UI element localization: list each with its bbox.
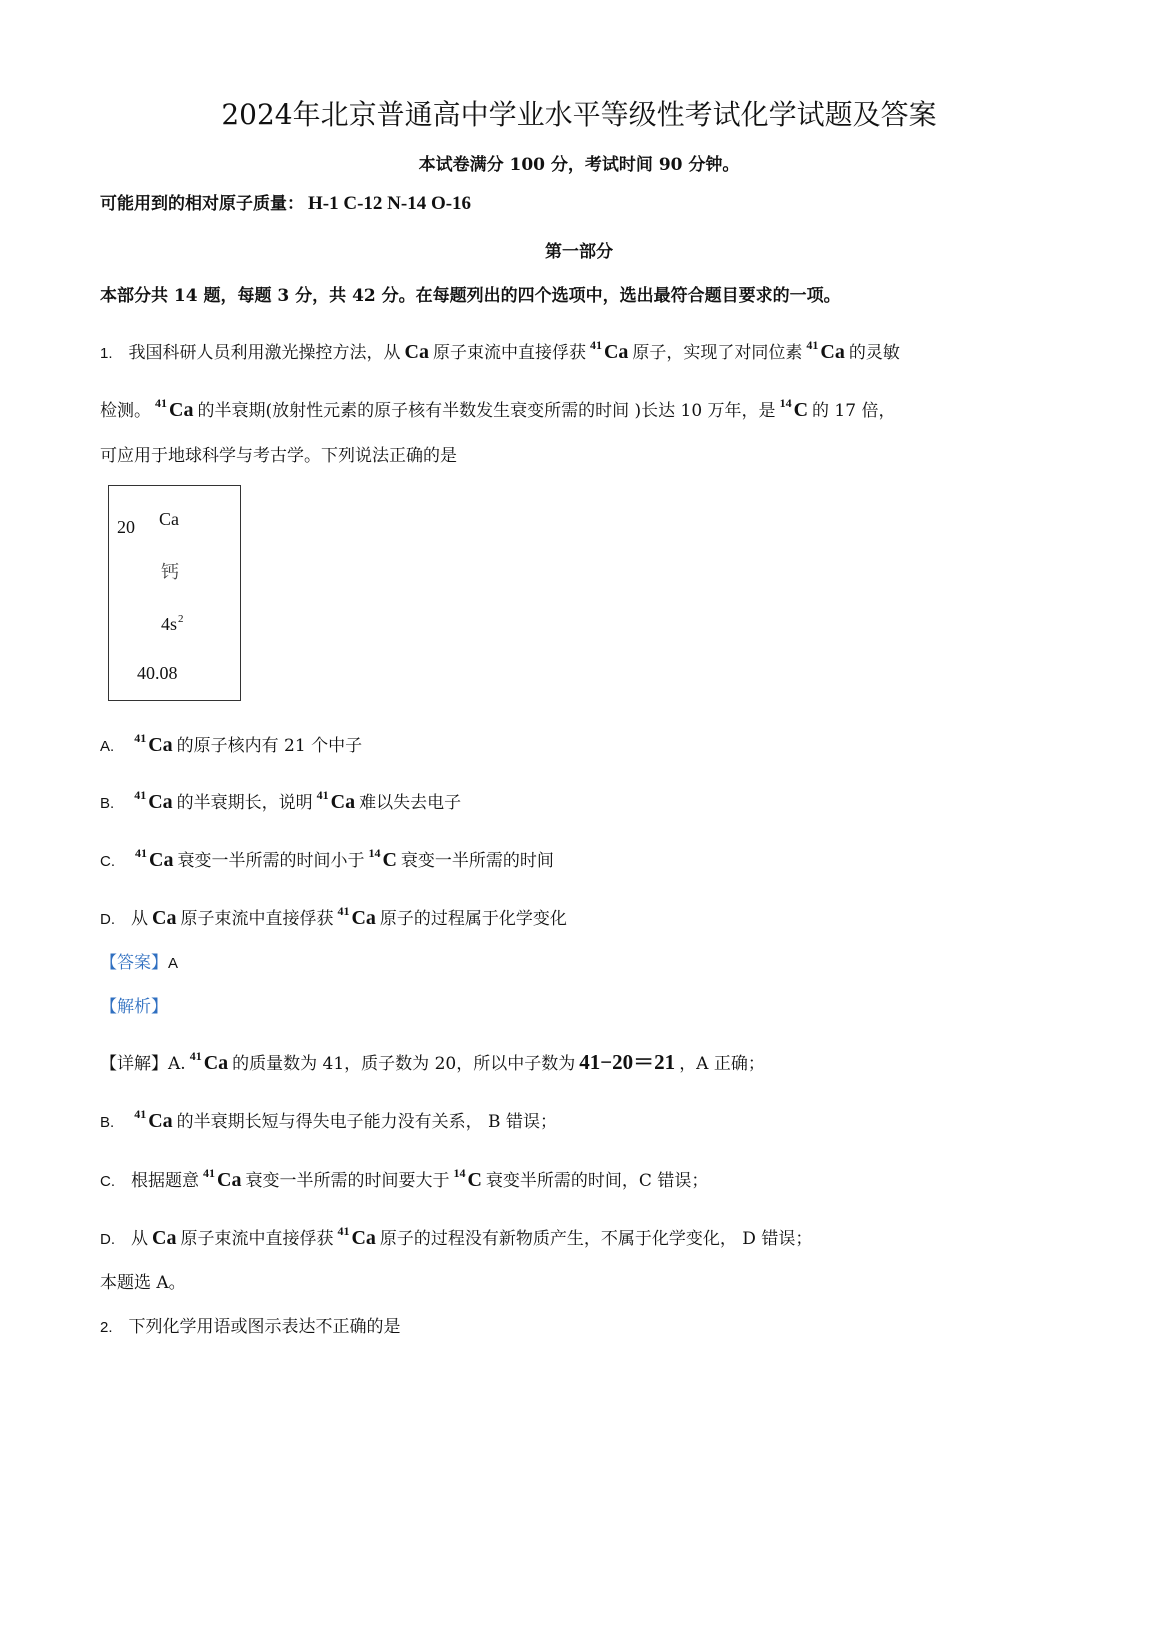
answer [100, 950, 194, 980]
text: 衰变一半所需的时间要大于 [245, 1171, 450, 1191]
element-name: 钙 [161, 562, 179, 582]
text: 的灵敏 [848, 343, 900, 363]
question-2 [100, 1314, 401, 1344]
option-a [100, 732, 362, 762]
atomic-mass: 40.08 [137, 663, 178, 683]
option-b [100, 789, 461, 819]
text: 的半衰期长，说明 [176, 793, 313, 813]
equation: 41−20＝21 [579, 1050, 676, 1074]
atomic-masses [100, 191, 475, 221]
isotope: $^{41}$ Ca [134, 1107, 173, 1132]
isotope: $^{41}$ Ca [135, 846, 174, 871]
question-number: 1. [100, 345, 113, 362]
detail-a [100, 1049, 765, 1079]
text: 原子的过程属于化学变化 [379, 909, 567, 929]
detail-label: 【详解】A. [100, 1054, 186, 1074]
question-number: 2. [100, 1319, 113, 1336]
text: 衰变半所需的时间，C 错误； [485, 1171, 709, 1191]
isotope: $^{14}$ C [368, 846, 397, 871]
text: 原子束流中直接俘获 [180, 1229, 334, 1249]
text: 的半衰期(放射性元素的原子核有半数发生衰变所需的时间 )长达 10 万年，是 [197, 401, 776, 421]
isotope: $^{41}$ Ca [203, 1166, 242, 1191]
element-card-calcium [108, 485, 241, 701]
isotope: $^{41}$ Ca [316, 788, 356, 813]
question-1-line-1 [100, 339, 900, 369]
text: 的 17 倍， [812, 401, 896, 421]
isotope: Ca [404, 341, 429, 363]
text: 衰变一半所需的时间小于 [177, 851, 365, 871]
question-1-line-2 [100, 397, 895, 427]
isotope: $^{41}$ Ca [155, 396, 194, 421]
electron-config: $4s^2$ [161, 613, 184, 634]
answer-value: A [168, 955, 179, 972]
text: 下列化学用语或图示表达不正确的是 [128, 1317, 401, 1337]
text: 的半衰期长短与得失电子能力没有关系， B 错误； [176, 1112, 557, 1132]
detail-d [100, 1225, 812, 1255]
isotope: Ca [152, 907, 177, 929]
isotope: Ca [152, 1227, 177, 1249]
text: 原子束流中直接俘获 [180, 909, 334, 929]
isotope: $^{14}$ C [779, 396, 809, 421]
text: 原子，实现了对同位素 [632, 343, 803, 363]
isotope: $^{41}$ Ca [806, 338, 845, 363]
detail-b [100, 1108, 557, 1138]
text: 的原子核内有 21 个中子 [176, 736, 363, 756]
option-d [100, 905, 567, 935]
text: 从 [131, 909, 148, 929]
subtitle: 本试卷满分 100 分，考试时间 90 分钟。 [418, 155, 740, 175]
isotope: $^{41}$ Ca [189, 1049, 229, 1074]
option-label: A. [100, 738, 115, 755]
document-title: 2024年北京普通高中学业水平等级性考试化学试题及答案 [221, 98, 937, 131]
option-label: B. [100, 795, 115, 812]
detail-c [100, 1167, 708, 1197]
conclusion: 本题选 A。 [100, 1273, 186, 1293]
text: 我国科研人员利用激光操控方法，从 [128, 343, 401, 363]
isotope: $^{14}$ C [453, 1166, 482, 1191]
option-label: C. [100, 853, 115, 870]
text: 原子的过程没有新物质产生，不属于化学变化， D 错误； [379, 1229, 813, 1249]
isotope: $^{41}$ Ca [337, 904, 376, 929]
option-label: D. [100, 911, 115, 928]
text: 的质量数为 41，质子数为 20，所以中子数为 [232, 1054, 576, 1074]
isotope: $^{41}$ Ca [337, 1224, 376, 1249]
text: 原子束流中直接俘获 [432, 343, 586, 363]
part-heading: 第一部分 [545, 242, 613, 262]
text: ，A 正确； [679, 1054, 765, 1074]
option-c [100, 847, 554, 877]
option-label: B. [100, 1114, 115, 1131]
masses-values: H-1 C-12 N-14 O-16 [308, 193, 472, 214]
text: 检测。 [100, 401, 151, 421]
question-1-line-3: 可应用于地球科学与考古学。下列说法正确的是 [100, 446, 457, 466]
option-label: C. [100, 1173, 115, 1190]
text: 衰变一半所需的时间 [400, 851, 554, 871]
instructions: 本部分共 14 题，每题 3 分，共 42 分。在每题列出的四个选项中，选出最符合题目要求的一项。 [100, 286, 841, 306]
isotope: $^{41}$ Ca [134, 788, 173, 813]
isotope: $^{41}$ Ca [589, 338, 629, 363]
element-symbol: Ca [159, 509, 179, 529]
option-label: D. [100, 1231, 115, 1248]
text: 从 [131, 1229, 148, 1249]
atomic-number: 20 [117, 517, 135, 537]
text: 根据题意 [131, 1171, 199, 1191]
isotope: $^{41}$ Ca [134, 731, 173, 756]
text: 难以失去电子 [359, 793, 462, 813]
answer-label: 【答案】 [100, 953, 168, 973]
analysis-label: 【解析】 [100, 997, 168, 1017]
masses-label: 可能用到的相对原子质量： [100, 194, 304, 214]
